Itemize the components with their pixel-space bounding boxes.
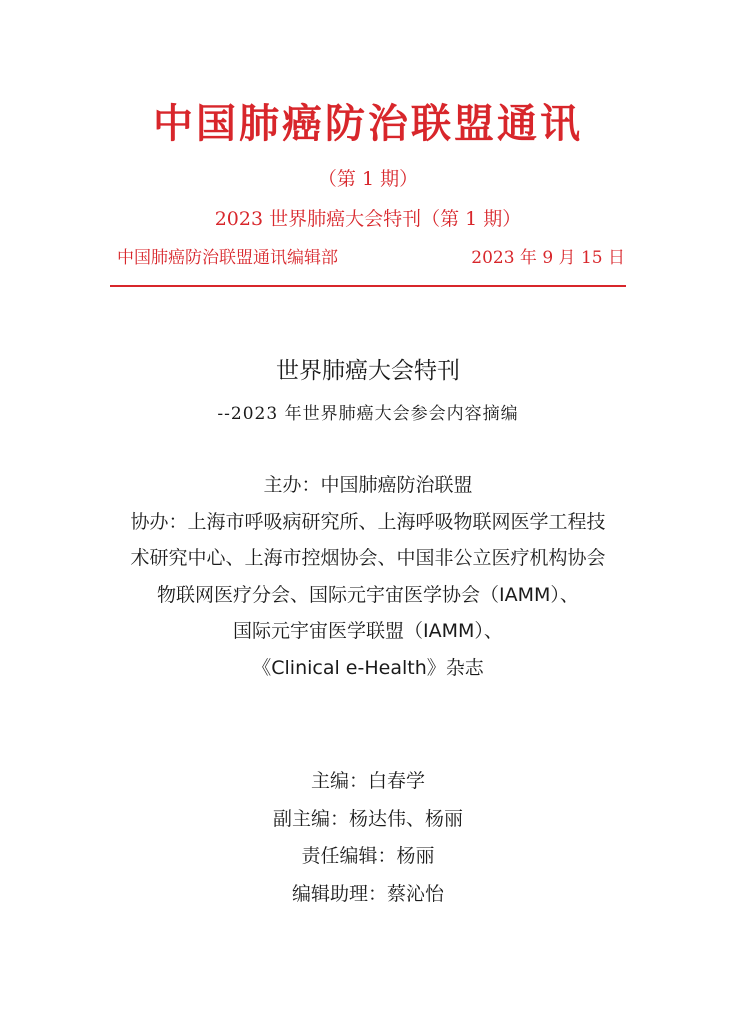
publish-date: 2023 年 9 月 15 日 — [471, 248, 625, 268]
special-issue-title: 2023 世界肺癌大会特刊（第 1 期） — [214, 208, 522, 230]
editors-block — [0, 763, 736, 913]
responsible-editor: 责任编辑：杨丽 — [301, 845, 435, 867]
co-host-line: 术研究中心、上海市控烟协会、中国非公立医疗机构协会 — [130, 547, 606, 569]
document-subtitle: --2023 年世界肺癌大会参会内容摘编 — [217, 404, 519, 424]
issue-number: （第 1 期） — [317, 168, 419, 190]
host-organizer: 主办：中国肺癌防治联盟 — [263, 474, 473, 496]
deputy-editors: 副主编：杨达伟、杨丽 — [272, 807, 463, 830]
co-host-line: 协办：上海市呼吸病研究所、上海呼吸物联网医学工程技 — [130, 510, 606, 533]
chief-editor: 主编：白春学 — [310, 770, 425, 792]
organizers-block — [0, 467, 736, 686]
co-host-line: 物联网医疗分会、国际元宇宙医学协会（IAMM）、 — [157, 583, 579, 606]
co-host-line: 国际元宇宙医学联盟（IAMM）、 — [233, 620, 503, 642]
editorial-assistant: 编辑助理：蔡沁怡 — [291, 882, 444, 905]
document-title: 世界肺癌大会特刊 — [276, 358, 460, 384]
newsletter-masthead: 中国肺癌防治联盟通讯 — [153, 101, 583, 147]
editorial-department: 中国肺癌防治联盟通讯编辑部 — [117, 248, 338, 268]
header-divider — [110, 285, 626, 287]
masthead-info-row — [117, 243, 625, 268]
co-host-line: 《Clinical e-Health》杂志 — [252, 656, 484, 679]
